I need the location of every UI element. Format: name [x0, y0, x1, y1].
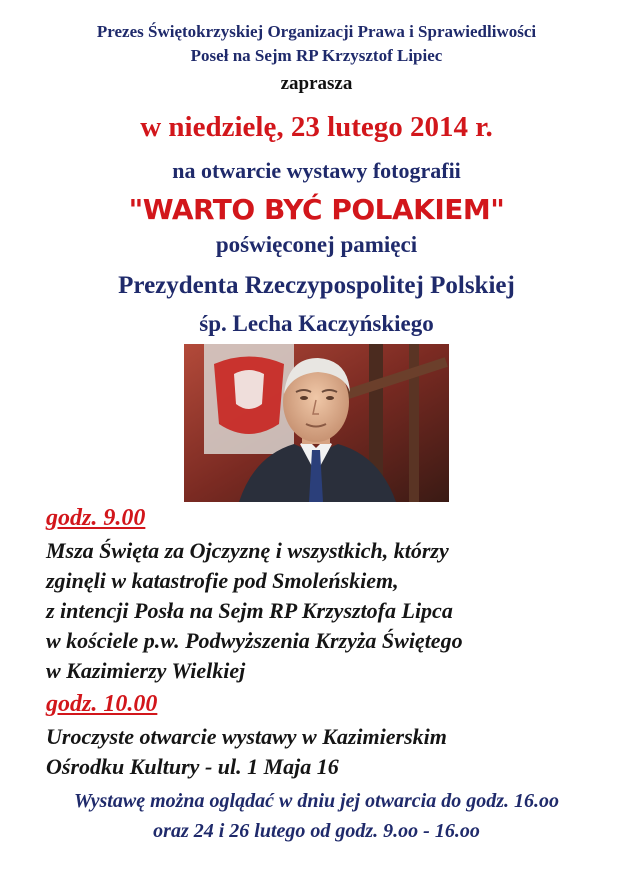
description-line: w kościele p.w. Podwyższenia Krzyża Świętego [46, 628, 463, 653]
description-line: Uroczyste otwarcie wystawy w Kazimierskim [46, 724, 447, 749]
portrait-photo [184, 344, 449, 502]
description-line: w Kazimierzy Wielkiej [46, 658, 246, 683]
dedication-text: poświęconej pamięci [215, 232, 418, 257]
footer-extra-dates: oraz 24 i 26 lutego od godz. 9.oo - 16.oo [153, 820, 480, 842]
schedule-description-2 [46, 722, 447, 782]
description-line: zginęli w katastrofie pod Smoleńskiem, [46, 568, 399, 593]
description-line: z intencji Posła na Sejm RP Krzysztofa Lipca [46, 598, 453, 623]
mp-line: Poseł na Sejm RP Krzysztof Lipiec [190, 46, 443, 65]
schedule-time-1: godz. 9.00 [46, 505, 146, 531]
schedule-time-2: godz. 10.00 [46, 691, 158, 717]
president-title: Prezydenta Rzeczypospolitej Polskiej [118, 272, 515, 299]
event-date: w niedzielę, 23 lutego 2014 r. [140, 111, 493, 143]
schedule-description-1 [46, 536, 463, 686]
organizer-line: Prezes Świętokrzyskiej Organizacji Prawa i Sprawiedliwości [96, 22, 537, 41]
president-name: śp. Lecha Kaczyńskiego [199, 311, 434, 336]
footer-opening-hours: Wystawę można oglądać w dniu jej otwarcia do godz. 16.oo [73, 790, 560, 812]
exhibition-title: "WARTO BYĆ POLAKIEM" [128, 193, 505, 226]
description-line: Ośrodku Kultury - ul. 1 Maja 16 [46, 754, 339, 779]
invites-text: zaprasza [280, 73, 353, 94]
description-line: Msza Święta za Ojczyznę i wszystkich, którzy [46, 538, 449, 563]
event-description: na otwarcie wystawy fotografii [172, 158, 461, 183]
